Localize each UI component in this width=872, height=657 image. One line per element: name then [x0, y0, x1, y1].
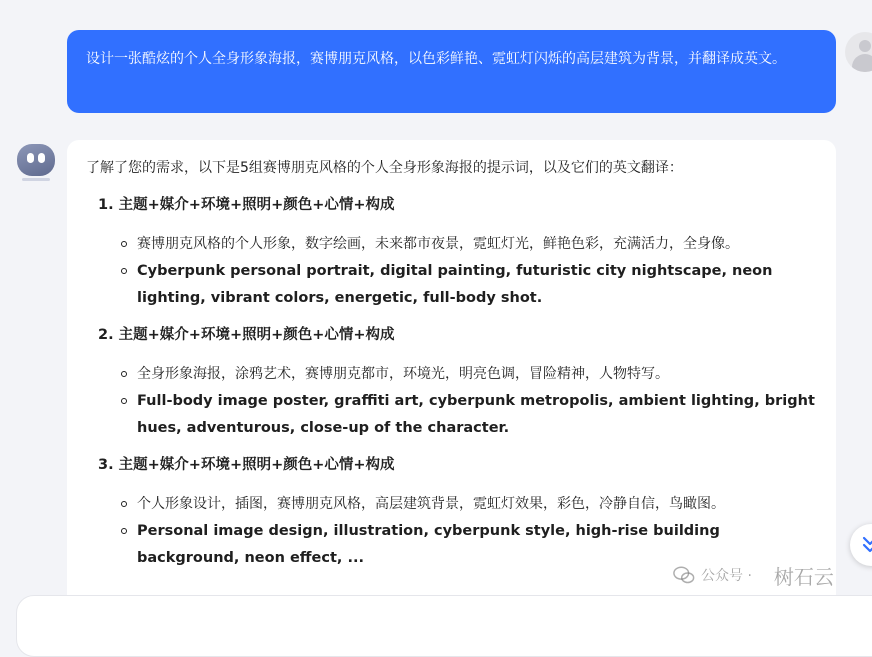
chat-input-area[interactable] — [16, 595, 872, 657]
list-item-chinese: 赛博朋克风格的个人形象，数字绘画，未来都市夜景，霓虹灯光，鲜艳色彩，充满活力，全身像。 — [137, 231, 816, 258]
bot-shadow — [22, 178, 50, 181]
avatar-torso-shape — [852, 54, 872, 72]
avatar-head-shape — [859, 40, 871, 52]
list-item-chinese: 个人形象设计，插图，赛博朋克风格，高层建筑背景，霓虹灯效果，彩色，冷静自信，鸟瞰图。 — [137, 491, 816, 518]
section-items — [86, 361, 816, 442]
list-item-english: Full-body image poster, graffiti art, cyberpunk metropolis, ambient lighting, bright hues, adventurous, close-up of the character. — [137, 388, 816, 442]
user-message-text: 设计一张酷炫的个人全身形象海报，赛博朋克风格，以色彩鲜艳、霓虹灯闪烁的高层建筑为背景，并翻译成英文。 — [86, 51, 786, 67]
bot-face — [17, 144, 55, 176]
bot-response-card — [67, 140, 836, 620]
list-item-english: Cyberpunk personal portrait, digital painting, futuristic city nightscape, neon lighting, vibrant colors, energetic, full-body shot. — [137, 258, 816, 312]
section-items — [86, 231, 816, 312]
bot-intro-text: 了解了您的需求，以下是5组赛博朋克风格的个人全身形象海报的提示词，以及它们的英文翻译： — [86, 160, 683, 176]
bot-eye-right — [38, 153, 45, 163]
section-items — [86, 491, 816, 572]
section-heading: 3. 主题+媒介+环境+照明+颜色+心情+构成 — [98, 457, 395, 473]
section-heading: 1. 主题+媒介+环境+照明+颜色+心情+构成 — [98, 197, 395, 213]
user-message-bubble — [67, 30, 836, 113]
watermark-name: 树石云 — [773, 564, 834, 589]
list-item-english: Personal image design, illustration, cyberpunk style, high-rise building background, neon effect, ... — [137, 518, 816, 572]
section-heading: 2. 主题+媒介+环境+照明+颜色+心情+构成 — [98, 327, 395, 343]
scroll-to-bottom-button[interactable] — [850, 524, 872, 566]
double-chevron-down-icon — [859, 534, 872, 556]
bot-avatar-icon — [17, 144, 55, 182]
user-avatar-icon[interactable] — [845, 32, 872, 72]
bot-eye-left — [27, 153, 34, 163]
list-item-chinese: 全身形象海报，涂鸦艺术，赛博朋克都市，环境光，明亮色调，冒险精神，人物特写。 — [137, 361, 816, 388]
watermark-source: 公众号 · — [701, 568, 752, 584]
